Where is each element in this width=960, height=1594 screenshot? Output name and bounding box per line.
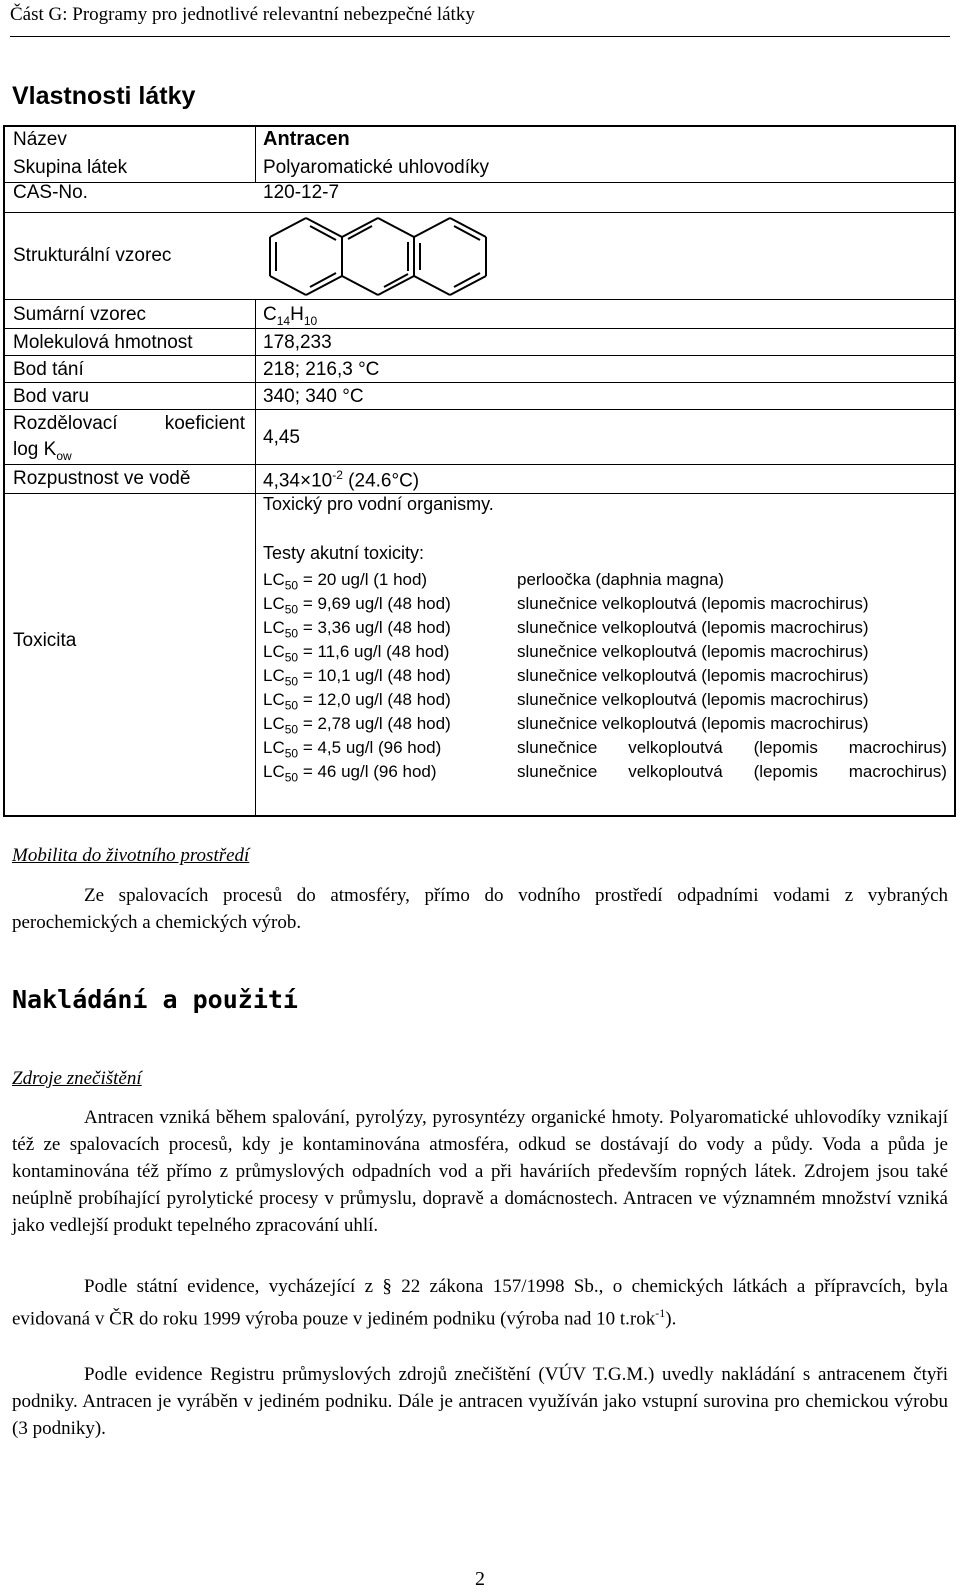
mw-value: 178,233 — [263, 332, 332, 353]
cas-row — [5, 182, 954, 212]
solubility-value: $4,34\times 10^{-2}$ (24.6°C) — [263, 468, 420, 492]
properties-table — [3, 125, 956, 817]
mp-value: 218; 216,3 °C — [263, 359, 380, 380]
page-number: 2 — [475, 1568, 485, 1590]
bp-label: Bod varu — [13, 386, 90, 407]
sources-paragraph-2: Podle státní evidence, vycházející z § 22 zákona 157/1998 Sb., o chemických látkách a přípravcích, byla evidovaná v ČR do roku 1999 výroba pouze v jediném podniku (výroba nad 10 t.rok$^{-1}$). — [12, 1276, 948, 1330]
logkow-label-2: $\log K_{ow}$ — [13, 439, 72, 463]
logkow-value: 4,45 — [263, 427, 300, 448]
identity-block — [5, 127, 954, 182]
formula-value: $C_{14}H_{10}$ — [263, 304, 318, 328]
mp-row — [5, 356, 954, 383]
cas-label: CAS-No. — [13, 182, 88, 203]
logkow-row — [5, 410, 954, 465]
sources-paragraph-1: Antracen vzniká během spalování, pyrolýzy, pyrosyntézy organické hmoty. Polyaromatické uhlovodíky vznikají též ze spalovacích procesů, kdy je kontaminována atmosféra, odkud se dostávají do vody a půdy. Voda a půda je kontaminována též přímo z průmyslových odpadních vod a při haváriích především ropných látek. Zdrojem jsou také neúplně probíhající pyrolytické procesy v průmyslu, dopravě a domácnostech. Antracen ve významném množství vzniká jako vedlejší produkt tepelného zpracování uhlí. — [12, 1107, 948, 1236]
mp-label: Bod tání — [13, 359, 84, 380]
mobility-text: Ze spalovacích procesů do atmosféry, přímo do vodního prostředí odpadními vodami z vybraných perochemických a chemických výrob. — [12, 885, 948, 933]
group-value: Polyaromatické uhlovodíky — [263, 157, 489, 178]
mobility-heading: Mobilita do životního prostředí — [12, 845, 250, 866]
formula-row — [5, 299, 954, 329]
bp-value: 340; 340 °C — [263, 386, 364, 407]
anthracene-structure — [260, 216, 500, 300]
group-label: Skupina látek — [13, 157, 128, 178]
toxicity-row: Toxicita Toxický pro vodní organismy. Testy akutní toxicity: $LC_{50} = 20$ ug/l (1 hod) perloočka (daphnia magna) $LC_{50} = 9,69$ ug/l (48 hod) slunečnice velkoploutvá (lepomis macrochirus) $LC_{50} = 3,36$ ug/l (48 hod) slunečnice velkoploutvá (lepomis macrochirus) $LC_{50} = 11,6$ ug/l (48 hod) slunečnice velkoploutvá (lepomis macrochirus) $LC_{50} = 10,1$ ug/l (48 hod) slunečnice velkoploutvá (lepomis macrochirus) $LC_{50} = 12,0$ ug/l (48 hod) slunečnice velkoploutvá (lepomis macrochirus) $LC_{50} = 2,78$ ug/l (48 hod) slunečnice velkoploutvá (lepomis macrochirus) $LC_{50} = 4,5$ ug/l (96 hod) slunečnice velkoploutvá (lepomis macrochirus) $LC_{50} = 46$ ug/l (96 hod) slunečnice velkoploutvá (lepomis macrochirus) — [5, 494, 954, 815]
solubility-row — [5, 465, 954, 494]
formula-label: Sumární vzorec — [13, 304, 147, 325]
section-title: Vlastnosti látky — [12, 82, 196, 110]
name-value: Antracen — [263, 128, 350, 150]
cas-value: 120-12-7 — [263, 182, 340, 203]
sources-heading: Zdroje znečištění — [12, 1068, 142, 1089]
mw-row — [5, 329, 954, 356]
name-label: Název — [13, 129, 67, 150]
mw-label: Molekulová hmotnost — [13, 332, 193, 353]
header-divider — [10, 36, 950, 37]
structure-row — [5, 212, 954, 299]
structure-label: Strukturální vzorec — [13, 245, 172, 266]
logkow-label: Rozdělovací koeficient — [13, 413, 245, 434]
solubility-label: Rozpustnost ve vodě — [13, 468, 191, 489]
toxicity-tests-heading: Testy akutní toxicity: — [263, 543, 425, 563]
bp-row — [5, 383, 954, 410]
sources-paragraph-3: Podle evidence Registru průmyslových zdrojů znečištění (VÚV T.G.M.) uvedly nakládání s antracenem čtyři podniky. Antracen je vyráběn v jediném podniku. Dále je antracen využíván jako vstupní surovina pro chemickou výrobu (3 podniky). — [12, 1364, 948, 1439]
page-header: Část G: Programy pro jednotlivé relevantní nebezpečné látky — [10, 4, 475, 25]
handling-heading: Nakládání a použití — [12, 985, 298, 1014]
toxicity-intro: Toxický pro vodní organismy. — [263, 494, 494, 514]
toxicity-label: Toxicita — [13, 630, 77, 651]
